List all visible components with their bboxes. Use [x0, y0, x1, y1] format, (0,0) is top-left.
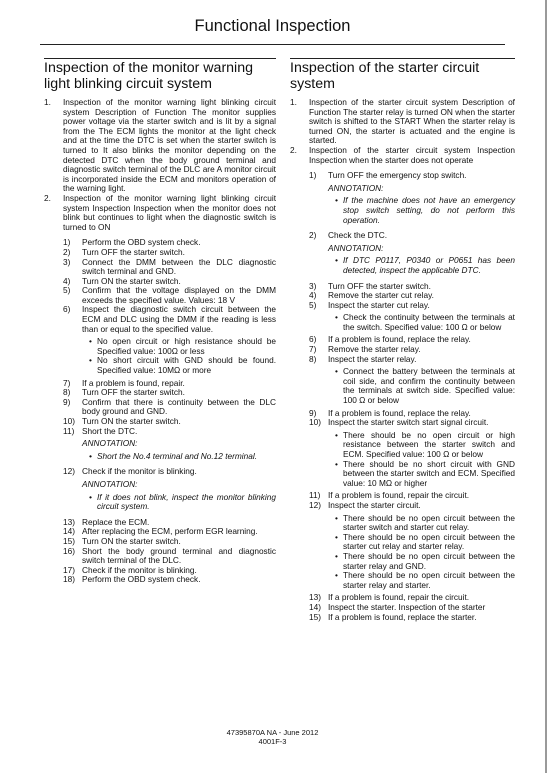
step-item: 2) Check the DTC.	[309, 230, 388, 241]
step-item: 8) Turn OFF the starter switch.	[63, 387, 185, 398]
step-item: 14) After replacing the ECM, perform EGR learning.	[63, 526, 258, 537]
annotation-label: ANNOTATION:	[328, 182, 384, 193]
bullet-item: • There should be no open circuit between the starter switch and starter cut relay.	[335, 512, 515, 533]
bullet-item: • There should be no open circuit between the starter relay and GND.	[335, 550, 515, 571]
step-item: 11) Short the DTC.	[63, 425, 138, 436]
section-item: 2. Inspection of the monitor warning light blinking circuit system Inspection Inspection when the monitor does not blink but continues to light when the diagnostic switch is turned to ON	[44, 192, 276, 232]
step-item: 10) Turn ON the starter switch.	[63, 416, 181, 426]
section-heading-starter: Inspection of the starter circuit system	[290, 58, 515, 92]
footer-page-number: 4001F-3	[258, 737, 287, 746]
page-title: Functional Inspection	[194, 17, 351, 35]
section-item: 2. Inspection of the starter circuit system Inspection Inspection when the starter does not operate	[290, 144, 515, 165]
step-item: 6) Inspect the diagnostic switch circuit between the ECM and DLC using the DMM if the reading is less than or equal to the specified value.	[63, 304, 276, 334]
step-item: 16) Short the body ground terminal and diagnostic switch terminal of the DLC.	[63, 545, 276, 566]
step-item: 12) Check if the monitor is blinking.	[63, 466, 197, 477]
section-heading-monitor: Inspection of the monitor warning light blinking circuit system	[44, 58, 276, 92]
step-item: 13) If a problem is found, repair the circuit.	[309, 592, 470, 603]
annotation-note: • If the machine does not have an emergency stop switch setting, do not perform this operation.	[335, 195, 515, 225]
step-item: 15) If a problem is found, replace the starter.	[309, 611, 477, 622]
bullet-item: • Check the continuity between the terminals at the switch. Specified value: 100 Ω or below	[335, 312, 515, 332]
step-item: 4) Remove the starter cut relay.	[309, 290, 434, 301]
bullet-item: • No open circuit or high resistance should be Specified value: 100Ω or less	[89, 336, 276, 356]
footer-doc-id: 47395870A NA - June 2012	[226, 728, 319, 737]
step-item: 5) Inspect the starter cut relay.	[309, 299, 430, 310]
annotation-note: • If DTC P0117, P0340 or P0651 has been detected, inspect the applicable DTC.	[335, 255, 515, 275]
step-item: 3) Turn OFF the starter switch.	[309, 280, 431, 291]
left-column	[44, 58, 276, 585]
step-item: 1) Perform the OBD system check.	[63, 237, 201, 248]
step-item: 11) If a problem is found, repair the circuit.	[309, 490, 470, 501]
step-item: 12) Inspect the starter circuit.	[309, 499, 421, 510]
step-item: 4) Turn ON the starter switch.	[63, 275, 181, 286]
annotation-label: ANNOTATION:	[328, 242, 384, 253]
annotation-note: • Short the No.4 terminal and No.12 terminal.	[89, 450, 258, 461]
step-item: 15) Turn ON the starter switch.	[63, 535, 181, 546]
annotation-label: ANNOTATION:	[82, 438, 138, 449]
step-item: 1) Turn OFF the emergency stop switch.	[309, 170, 467, 181]
step-item: 3) Connect the DMM between the DLC diagnostic switch terminal and GND.	[63, 256, 276, 277]
step-item: 7) If a problem is found, repair.	[63, 377, 185, 388]
title-divider	[40, 44, 505, 45]
bullet-item: • There should be no open circuit or high resistance between the starter switch and ECM. Specified value: 100 Ω or below	[335, 429, 515, 459]
bullet-item: • Connect the battery between the terminals at coil side, and confirm the continuity between the terminals at switch side. Specified value: 100 Ω or below	[335, 366, 515, 406]
bullet-item: • There should be no open circuit between the starter relay and starter.	[335, 570, 515, 590]
section-item: 1. Inspection of the starter circuit system Description of Function The starter relay is turned ON when the starter switch is shifted to the START When the starter relay is turned ON, the starter is actuated and the engine is started.	[290, 97, 515, 146]
step-item: 9) If a problem is found, replace the relay.	[309, 407, 471, 418]
step-item: 2) Turn OFF the starter switch.	[63, 246, 185, 257]
step-item: 10) Inspect the starter switch start signal circuit.	[309, 417, 489, 428]
step-item: 7) Remove the starter relay.	[309, 344, 421, 355]
step-item: 5) Confirm that the voltage displayed on the DMM exceeds the specified value. Values: 18 V	[63, 285, 276, 305]
step-item: 6) If a problem is found, replace the relay.	[309, 334, 471, 345]
step-item: 8) Inspect the starter relay.	[309, 353, 417, 364]
annotation-label: ANNOTATION:	[82, 478, 138, 489]
step-item: 18) Perform the OBD system check.	[63, 574, 201, 585]
step-item: 13) Replace the ECM.	[63, 516, 150, 527]
step-item: 17) Check if the monitor is blinking.	[63, 564, 197, 575]
section-item: 1. Inspection of the monitor warning light blinking circuit system Description of Function The monitor supplies power voltage via the starter switch and is lit by a signal from the The ECM lights the monitor at the light check and at the time the DTC is set when the starter switch is turned to It also blinks the monitor depending on the detected DTC when the body ground terminal and diagnostic switch terminal of the DLC are A monitor circuit is incorporated inside the ECM and monitors operation of the warning light.	[44, 97, 276, 194]
right-column	[290, 58, 515, 622]
bullet-item: • There should be no short circuit with GND between the starter switch and ECM. Specified value: 10 MΩ or higher	[335, 458, 516, 488]
step-item: 9) Confirm that there is continuity between the DLC body ground and GND.	[63, 396, 276, 417]
step-item: 14) Inspect the starter. Inspection of the starter	[309, 601, 486, 612]
bullet-item: • There should be no open circuit between the starter cut relay and starter relay.	[335, 531, 515, 552]
bullet-item: • No short circuit with GND should be found. Specified value: 10MΩ or more	[89, 355, 276, 376]
annotation-note: • If it does not blink, inspect the monitor blinking circuit system.	[89, 491, 276, 512]
